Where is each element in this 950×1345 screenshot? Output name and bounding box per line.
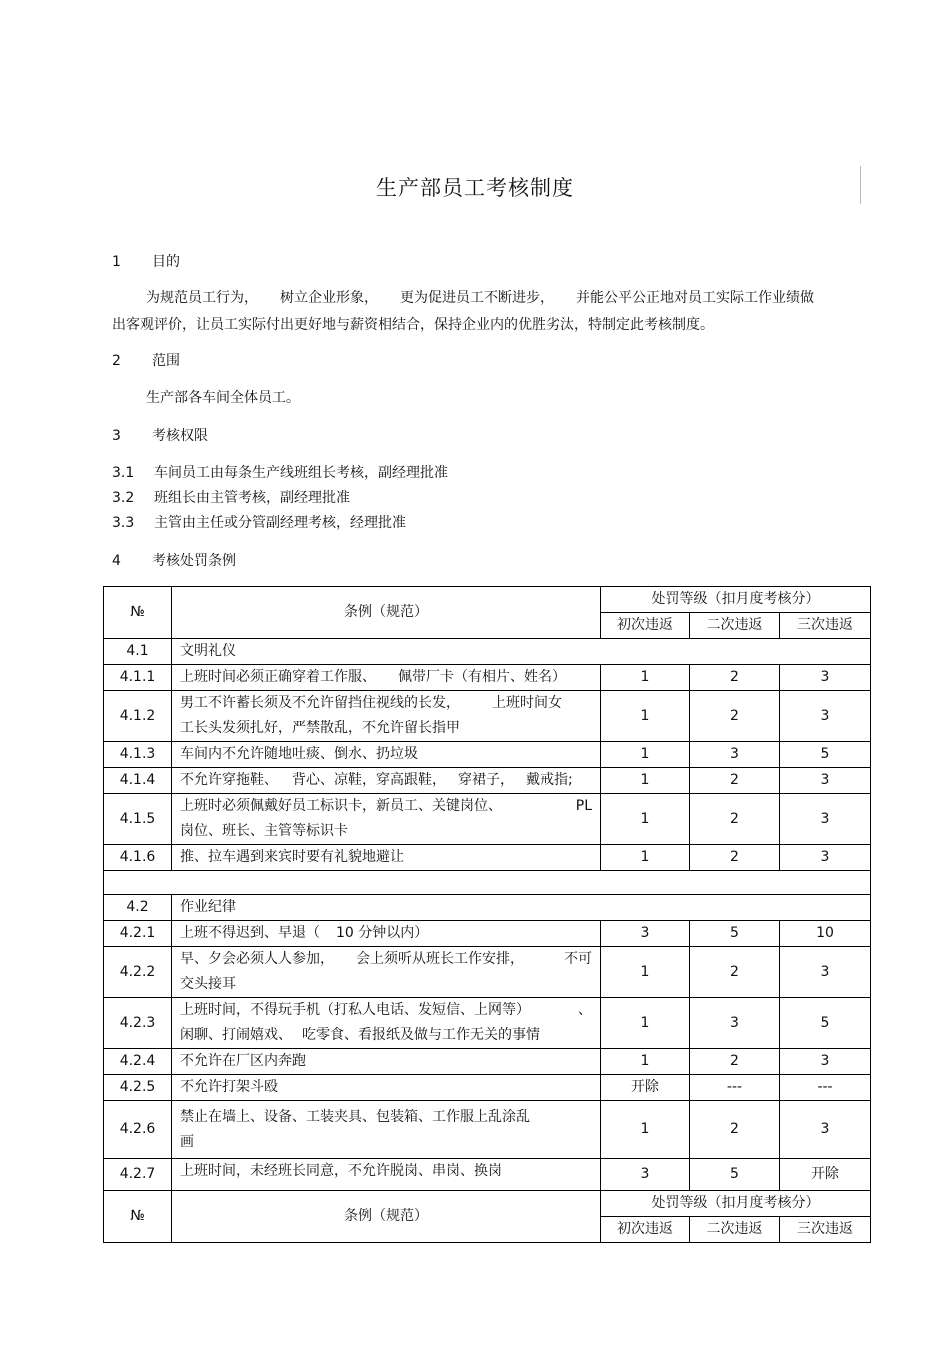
- row-rule: 禁止在墙上、设备、工装夹具、包装箱、工作服上乱涂乱 画: [172, 1101, 601, 1159]
- row-second: 2: [690, 947, 780, 998]
- table-row: [104, 742, 871, 768]
- row-num: 4.1.6: [104, 845, 172, 871]
- header-rule: 条例（规范）: [172, 1191, 601, 1243]
- section-2-heading: 2 范围: [112, 353, 180, 369]
- row-second: 2: [690, 794, 780, 845]
- row-rule: 上班时间必须正确穿着工作服、 佩带厂卡（有相片、姓名）: [172, 665, 601, 691]
- row-num: 4.2.2: [104, 947, 172, 998]
- row-first: 1: [601, 794, 690, 845]
- row-first: 1: [601, 1101, 690, 1159]
- group-num: 4.2: [104, 895, 172, 921]
- table-row: [104, 794, 871, 845]
- row-rule: 不允许穿拖鞋、 背心、凉鞋，穿高跟鞋， 穿裙子， 戴戒指;: [172, 768, 601, 794]
- header-third: 三次违返: [780, 613, 871, 639]
- row-first: 开除: [601, 1075, 690, 1101]
- table-row: [104, 1075, 871, 1101]
- row-third: ---: [780, 1075, 871, 1101]
- row-second: 5: [690, 1159, 780, 1191]
- row-second: 2: [690, 665, 780, 691]
- row-first: 1: [601, 998, 690, 1049]
- section-3-heading: 3 考核权限: [112, 428, 208, 444]
- spacer-cell: [104, 871, 871, 895]
- row-first: 1: [601, 1049, 690, 1075]
- row-num: 4.2.1: [104, 921, 172, 947]
- purpose-paragraph-line2: 出客观评价，让员工实际付出更好地与薪资相结合，保持企业内的优胜劣汰，特制定此考核制度。: [112, 317, 714, 333]
- table-row: [104, 947, 871, 998]
- table-row: [104, 921, 871, 947]
- table-row: [104, 1159, 871, 1191]
- group-row: [104, 639, 871, 665]
- row-rule: 不允许在厂区内奔跑: [172, 1049, 601, 1075]
- header-first: 初次违返: [601, 613, 690, 639]
- penalty-table: [103, 586, 871, 1243]
- row-rule: 上班时间，不得玩手机（打私人电话、发短信、上网等） 、 闲聊、打闹嬉戏、 吃零食、看报纸及做与工作无关的事情: [172, 998, 601, 1049]
- row-num: 4.1.1: [104, 665, 172, 691]
- row-third: 3: [780, 768, 871, 794]
- row-second: 2: [690, 691, 780, 742]
- authority-item: 3.2 班组长由主管考核，副经理批准: [112, 490, 350, 506]
- row-second: 2: [690, 1049, 780, 1075]
- table-row: [104, 1049, 871, 1075]
- header-second: 二次违返: [690, 613, 780, 639]
- row-rule: 不允许打架斗殴: [172, 1075, 601, 1101]
- row-second: 2: [690, 768, 780, 794]
- row-third: 5: [780, 742, 871, 768]
- row-rule: 男工不许蓄长须及不允许留挡住视线的长发， 上班时间女 工长头发须扎好，严禁散乱，不允许留长指甲: [172, 691, 601, 742]
- row-rule: 推、拉车遇到来宾时要有礼貌地避让: [172, 845, 601, 871]
- page-title: 生产部员工考核制度: [376, 176, 574, 200]
- group-label: 文明礼仪: [172, 639, 871, 665]
- group-row: [104, 895, 871, 921]
- header-first: 初次违返: [601, 1217, 690, 1243]
- row-num: 4.1.2: [104, 691, 172, 742]
- row-num: 4.2.7: [104, 1159, 172, 1191]
- group-num: 4.1: [104, 639, 172, 665]
- row-rule: 早、夕会必须人人参加， 会上须听从班长工作安排， 不可 交头接耳: [172, 947, 601, 998]
- row-second: 2: [690, 845, 780, 871]
- table-row: [104, 665, 871, 691]
- header-rule: 条例（规范）: [172, 587, 601, 639]
- row-num: 4.1.4: [104, 768, 172, 794]
- table-row: [104, 768, 871, 794]
- row-num: 4.2.4: [104, 1049, 172, 1075]
- table-row: [104, 845, 871, 871]
- section-1-heading: 1 目的: [112, 254, 180, 270]
- row-first: 1: [601, 845, 690, 871]
- row-rule: 上班不得迟到、早退（ 10 分钟以内）: [172, 921, 601, 947]
- header-no: №: [104, 587, 172, 639]
- row-first: 3: [601, 921, 690, 947]
- row-num: 4.2.5: [104, 1075, 172, 1101]
- header-level: 处罚等级（扣月度考核分）: [601, 587, 871, 613]
- table-row: [104, 998, 871, 1049]
- row-third: 5: [780, 998, 871, 1049]
- row-first: 1: [601, 768, 690, 794]
- table-header-row: [104, 587, 871, 613]
- row-second: 3: [690, 998, 780, 1049]
- section-4-heading: 4 考核处罚条例: [112, 553, 236, 569]
- row-second: 2: [690, 1101, 780, 1159]
- header-third: 三次违返: [780, 1217, 871, 1243]
- authority-item: 3.1 车间员工由每条生产线班组长考核，副经理批准: [112, 465, 448, 481]
- row-rule: 上班时必须佩戴好员工标识卡，新员工、关键岗位、 PL 岗位、班长、主管等标识卡: [172, 794, 601, 845]
- row-first: 1: [601, 742, 690, 768]
- table-row: [104, 1101, 871, 1159]
- spacer-row: [104, 871, 871, 895]
- header-no: №: [104, 1191, 172, 1243]
- row-first: 3: [601, 1159, 690, 1191]
- row-rule: 上班时间，未经班长同意，不允许脱岗、串岗、换岗: [172, 1159, 601, 1191]
- row-third: 3: [780, 947, 871, 998]
- table-header-row: [104, 1191, 871, 1217]
- row-second: ---: [690, 1075, 780, 1101]
- row-first: 1: [601, 665, 690, 691]
- row-num: 4.1.3: [104, 742, 172, 768]
- row-second: 5: [690, 921, 780, 947]
- row-num: 4.2.3: [104, 998, 172, 1049]
- group-label: 作业纪律: [172, 895, 871, 921]
- row-num: 4.2.6: [104, 1101, 172, 1159]
- row-first: 1: [601, 947, 690, 998]
- scope-text: 生产部各车间全体员工。: [146, 390, 300, 406]
- row-third: 3: [780, 665, 871, 691]
- row-third: 3: [780, 794, 871, 845]
- row-third: 3: [780, 691, 871, 742]
- header-level: 处罚等级（扣月度考核分）: [601, 1191, 871, 1217]
- row-third: 3: [780, 1049, 871, 1075]
- row-first: 1: [601, 691, 690, 742]
- row-num: 4.1.5: [104, 794, 172, 845]
- header-second: 二次违返: [690, 1217, 780, 1243]
- purpose-paragraph-line1: 为规范员工行为， 树立企业形象， 更为促进员工不断进步， 并能公平公正地对员工实际工作业绩做: [146, 290, 814, 306]
- row-third: 3: [780, 1101, 871, 1159]
- row-rule: 车间内不允许随地吐痰、倒水、扔垃圾: [172, 742, 601, 768]
- row-third: 开除: [780, 1159, 871, 1191]
- authority-item: 3.3 主管由主任或分管副经理考核，经理批准: [112, 515, 406, 531]
- row-second: 3: [690, 742, 780, 768]
- row-third: 3: [780, 845, 871, 871]
- row-third: 10: [780, 921, 871, 947]
- table-row: [104, 691, 871, 742]
